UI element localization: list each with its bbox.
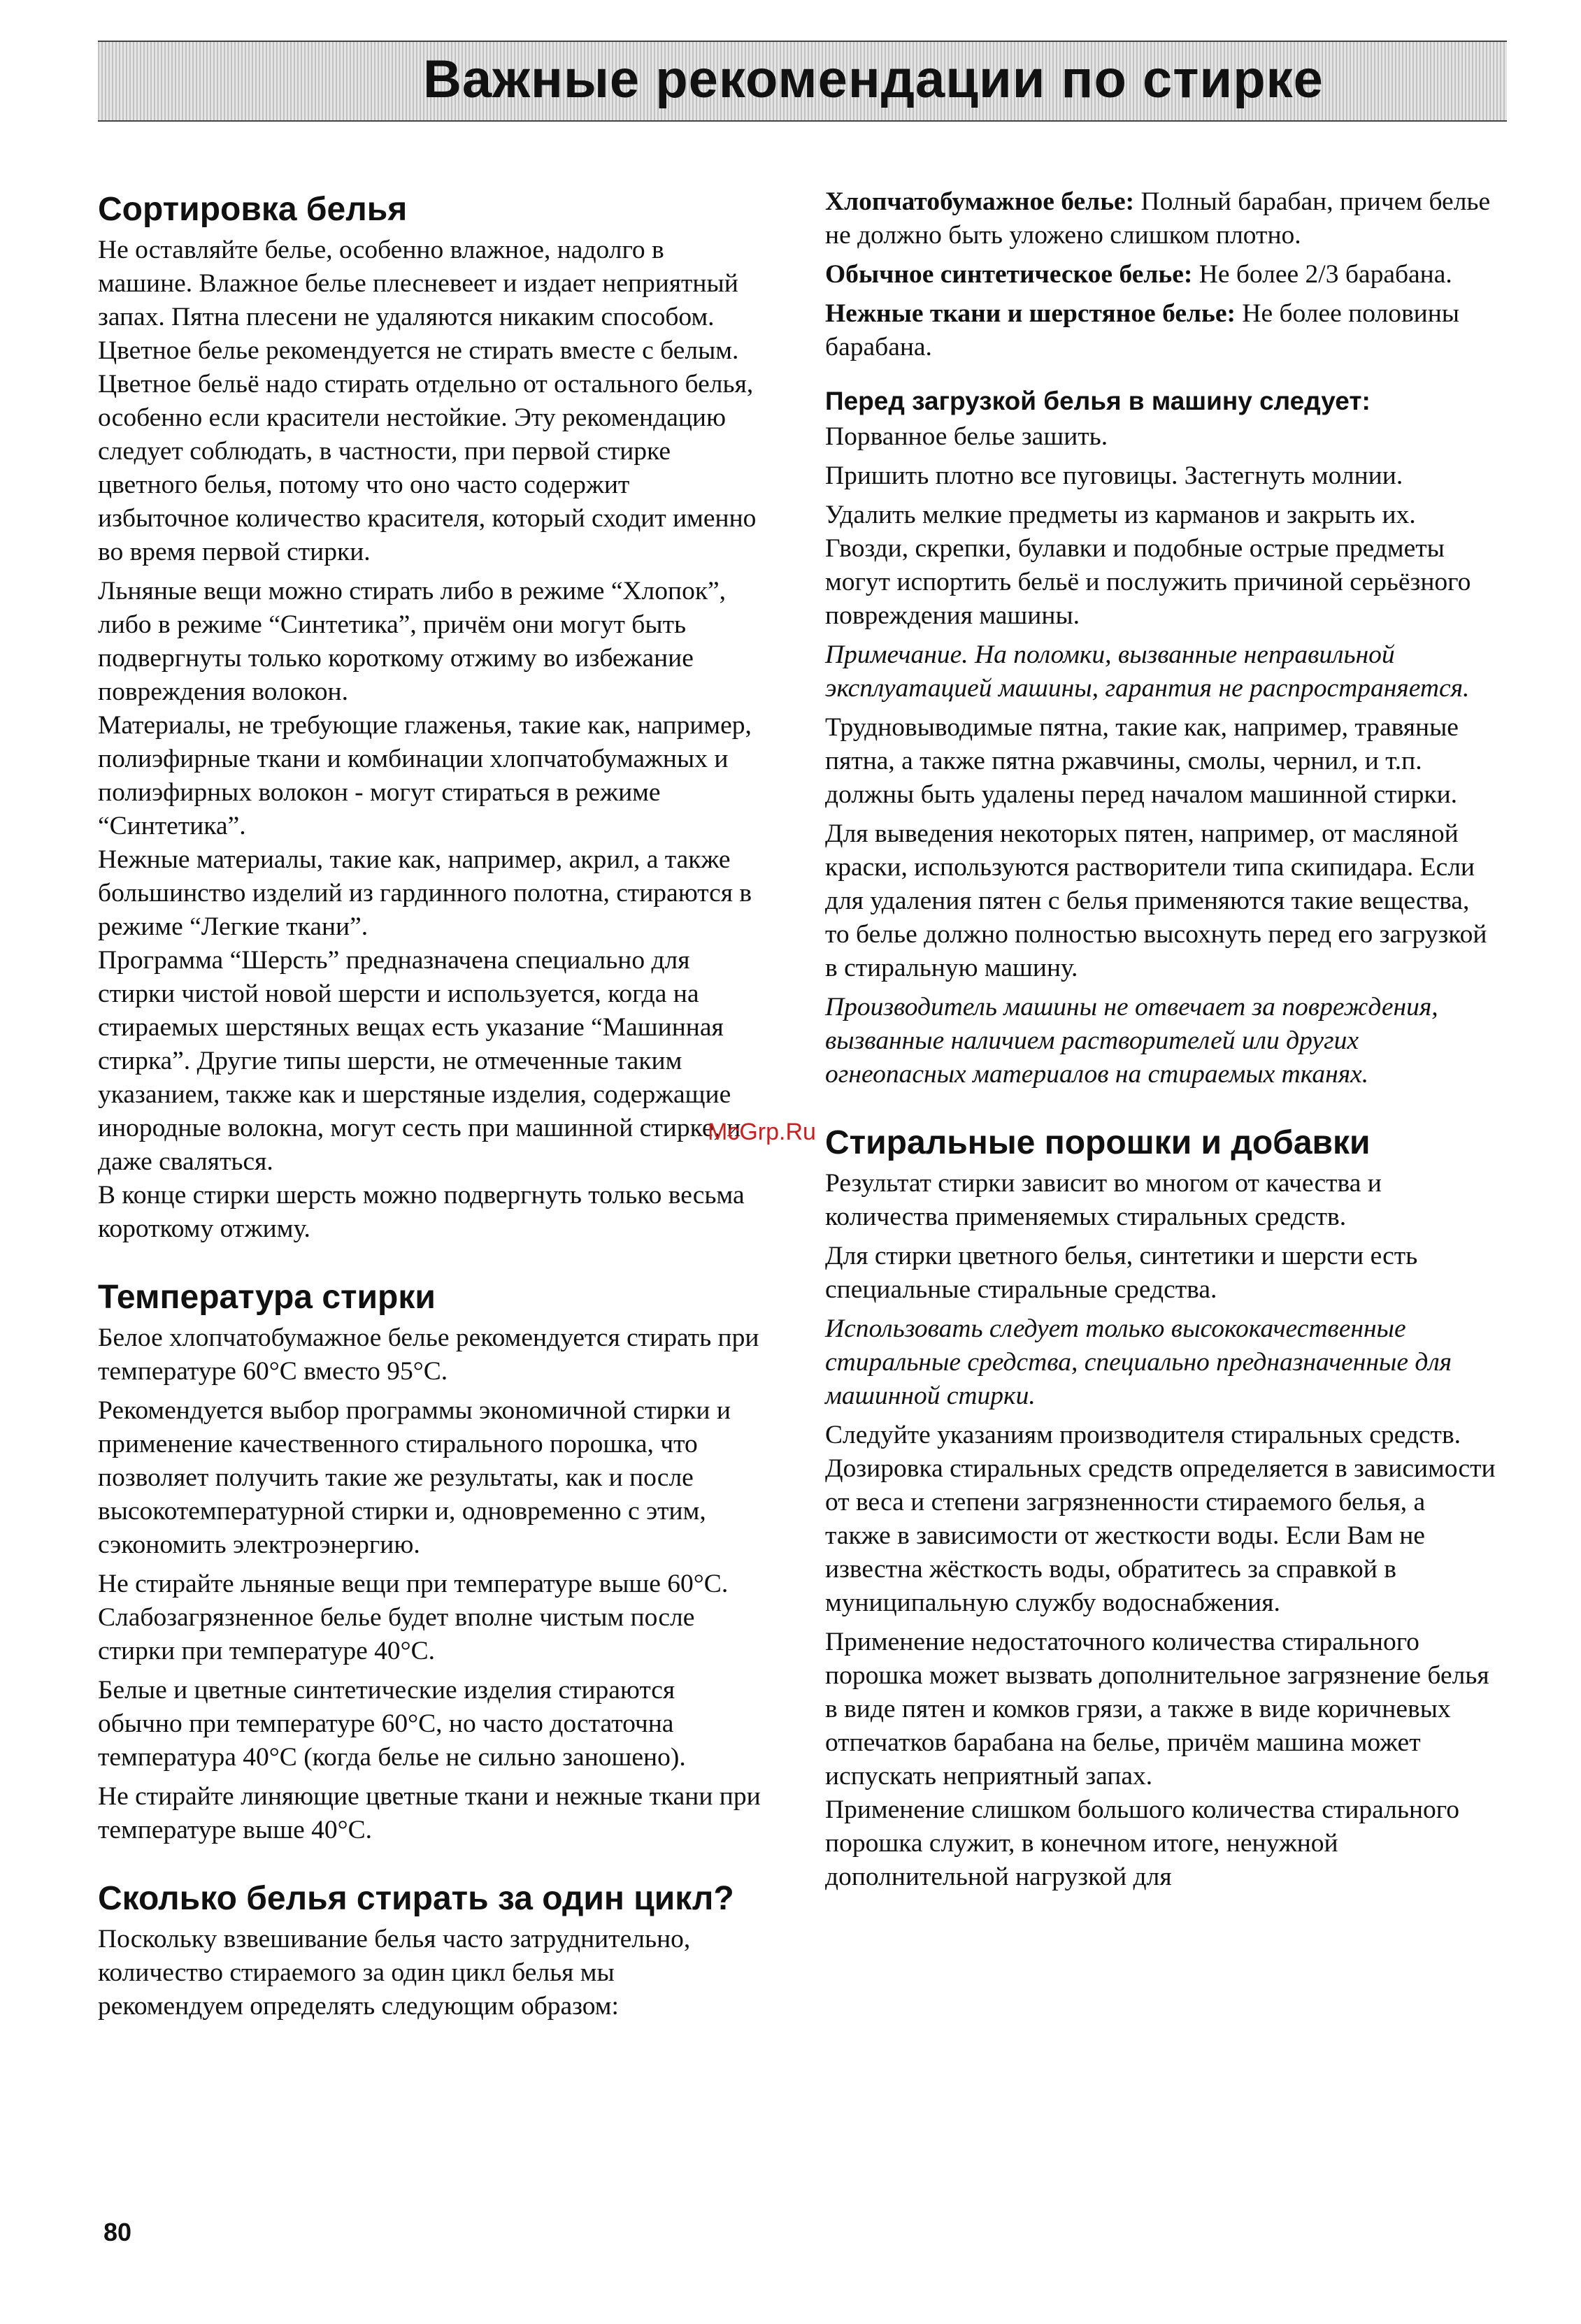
- right-column: [825, 185, 1496, 1925]
- load-type-text: Не более 2/3 барабана.: [1192, 260, 1452, 289]
- left-column: [98, 189, 762, 2054]
- title-banner: [98, 41, 1507, 122]
- paragraph: Применение недостаточного количества стирального порошка может вызвать дополнительное загрязнение белья в виде пятен и комков грязи, а также в виде коричневых отпечатков барабана на белье, причём машина может испускать неприятный запах.: [825, 1628, 1489, 1791]
- load-type-label: Нежные ткани и шерстяное белье:: [825, 299, 1236, 328]
- load-type-item: [825, 258, 1496, 292]
- section-load-amount: [98, 1878, 762, 2023]
- section-load-types: [825, 185, 1496, 364]
- paragraph: Удалить мелкие предметы из карманов и закрыть их. Гвозди, скрепки, булавки и подобные острые предметы могут испортить бельё и послужить причиной серьёзного повреждения машины.: [825, 501, 1471, 630]
- load-type-text: Полный барабан, причем белье не должно быть уложено слишком плотно.: [825, 187, 1491, 250]
- paragraph: В конце стирки шерсть можно подвергнуть только весьма короткому отжиму.: [98, 1181, 745, 1243]
- load-type-item: [825, 297, 1496, 364]
- page-title: Важные рекомендации по стирке: [423, 50, 1324, 109]
- watermark: McGrp.Ru: [708, 1119, 816, 1145]
- paragraph: Не стирайте линяющие цветные ткани и нежные ткани при температуре выше 40°С.: [98, 1782, 761, 1844]
- section-heading: Температура стирки: [98, 1279, 436, 1316]
- paragraph: Белые и цветные синтетические изделия стираются обычно при температуре 60°С, но часто достаточна температура 40°С (когда белье не сильно заношено).: [98, 1676, 686, 1772]
- load-type-item: [825, 185, 1496, 252]
- section-heading: Перед загрузкой белья в машину следует:: [825, 387, 1371, 415]
- section-heading: Сколько белья стирать за один цикл?: [98, 1880, 734, 1917]
- section-before-loading: [825, 384, 1496, 1091]
- section-detergents: [825, 1122, 1496, 1894]
- paragraph: Материалы, не требующие глаженья, такие как, например, полиэфирные ткани и комбинации хлопчатобумажных и полиэфирных волокон - могут стираться в режиме “Синтетика”.: [98, 711, 752, 840]
- paragraph: Следуйте указаниям производителя стиральных средств. Дозировка стиральных средств определяется в зависимости от веса и степени загрязненности стираемого белья, а также в зависимости от жесткости воды. Если Вам не известна жёсткость воды, обратитесь за справкой в муниципальную службу водоснабжения.: [825, 1421, 1496, 1617]
- paragraph: Трудновыводимые пятна, такие как, например, травяные пятна, а также пятна ржавчины, смолы, чернил, и т.п. должны быть удалены перед началом машинной стирки.: [825, 713, 1459, 809]
- paragraph: Не оставляйте белье, особенно влажное, надолго в машине. Влажное белье плесневеет и издает неприятный запах. Пятна плесени не удаляются никаким способом. Цветное белье рекомендуется не стирать вместе с белым. Цветное бельё надо стирать отдельно от остального белья, особенно если красители нестойкие. Эту рекомендацию следует соблюдать, в частности, при первой стирке цветного белья, потому что оно часто содержит избыточное количество красителя, который сходит именно во время первой стирки.: [98, 236, 757, 566]
- section-sorting: [98, 189, 762, 1246]
- paragraph: Результат стирки зависит во многом от качества и количества применяемых стиральных средств.: [825, 1169, 1382, 1231]
- page-number: 80: [103, 2218, 132, 2246]
- section-temperature: [98, 1277, 762, 1847]
- paragraph: Порванное белье зашить.: [825, 422, 1108, 451]
- paragraph: Для выведения некоторых пятен, например, от масляной краски, используются растворители типа скипидара. Если для удаления пятен с белья применяются такие вещества, то белье должно полностью высохнуть перед его загрузкой в стиральную машину.: [825, 819, 1487, 982]
- paragraph: Белое хлопчатобумажное белье рекомендуется стирать при температуре 60°С вместо 95°С.: [98, 1324, 759, 1386]
- paragraph: Программа “Шерсть” предназначена специально для стирки чистой новой шерсти и используется, когда на стираемых шерстяных вещах есть указание “Машинная стирка”. Другие типы шерсти, не отмеченные таким указанием, также как и шерстяные изделия, содержащие инородные волокна, могут сесть при машинной стирке, и даже сваляться.: [98, 946, 741, 1176]
- paragraph: Применение слишком большого количества стирального порошка служит, в конечном итоге, ненужной дополнительной нагрузкой для: [825, 1795, 1459, 1891]
- paragraph: Рекомендуется выбор программы экономичной стирки и применение качественного стирального порошка, что позволяет получить такие же результаты, как и после высокотемпературной стирки и, одновременно с этим, сэкономить электроэнергию.: [98, 1396, 731, 1559]
- paragraph: Нежные материалы, такие как, например, акрил, а также большинство изделий из гардинного полотна, стираются в режиме “Легкие ткани”.: [98, 845, 752, 941]
- note: Примечание. На поломки, вызванные неправильной эксплуатацией машины, гарантия не распространяется.: [825, 640, 1470, 703]
- load-type-text: Не более половины барабана.: [825, 299, 1459, 361]
- note: Производитель машины не отвечает за повреждения, вызванные наличием растворителей или других огнеопасных материалов на стираемых тканях.: [825, 993, 1438, 1089]
- paragraph: Для стирки цветного белья, синтетики и шерсти есть специальные стиральные средства.: [825, 1242, 1418, 1304]
- paragraph: Льняные вещи можно стирать либо в режиме “Хлопок”, либо в режиме “Синтетика”, причём они могут быть подвергнуты только короткому отжиму во избежание повреждения волокон.: [98, 577, 727, 706]
- section-heading: Стиральные порошки и добавки: [825, 1124, 1371, 1161]
- paragraph: Поскольку взвешивание белья часто затруднительно, количество стираемого за один цикл белья мы рекомендуем определять следующим образом:: [98, 1925, 691, 2021]
- load-type-label: Хлопчатобумажное белье:: [825, 187, 1135, 216]
- section-heading: Сортировка белья: [98, 191, 408, 228]
- paragraph: Не стирайте льняные вещи при температуре выше 60°С. Слабозагрязненное белье будет вполне чистым после стирки при температуре 40°С.: [98, 1570, 729, 1665]
- paragraph: Пришить плотно все пуговицы. Застегнуть молнии.: [825, 461, 1403, 490]
- note: Использовать следует только высококачественные стиральные средства, специально предназначенные для машинной стирки.: [825, 1314, 1452, 1410]
- load-type-label: Обычное синтетическое белье:: [825, 260, 1193, 289]
